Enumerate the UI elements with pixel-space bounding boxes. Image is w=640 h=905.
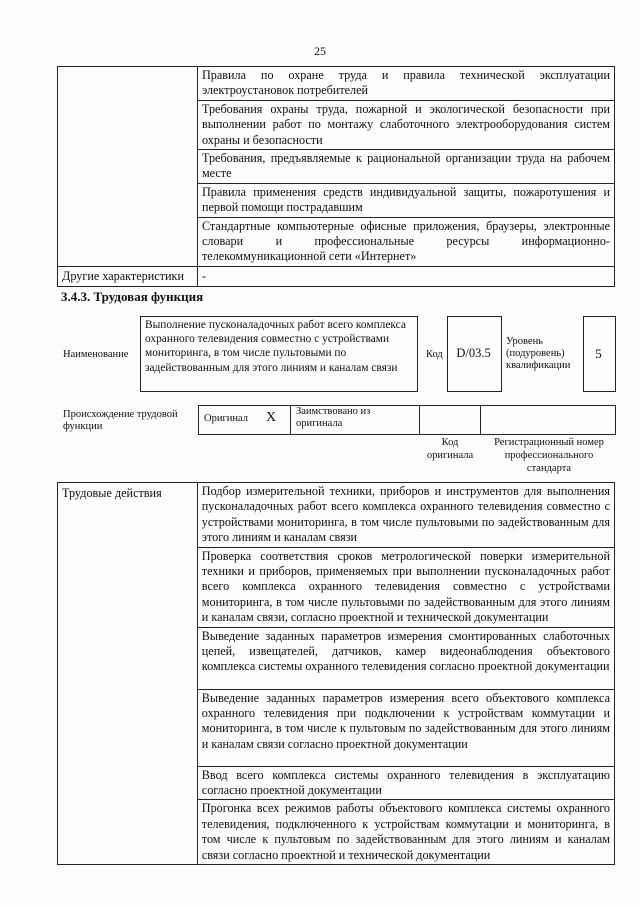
- level-label: Уровень (подуровень) квалификации: [506, 336, 571, 371]
- code-value: D/03.5: [456, 346, 491, 360]
- labor-actions-label: Трудовые действия: [58, 483, 198, 865]
- table-cell: Стандартные компьютерные офисные приложения, браузеры, электронные словари и профессиональные ресурсы информационно-телекоммуникационной сети «Интернет»: [197, 217, 614, 266]
- table-row: [58, 483, 615, 548]
- code-label: Код: [426, 349, 443, 360]
- table-cell: Правила применения средств индивидуальной защиты, пожаротушения и первой помощи пострадавшим: [197, 183, 614, 217]
- other-characteristics-value: -: [197, 266, 614, 286]
- labor-action-item: Ввод всего комплекса системы охранного телевидения в эксплуатацию согласно проектной документации: [197, 766, 614, 800]
- table-cell: Требования, предъявляемые к рациональной организации труда на рабочем месте: [197, 150, 614, 184]
- table-row: [58, 266, 615, 286]
- page-number: 25: [314, 44, 326, 58]
- section-heading: 3.4.3. Трудовая функция: [61, 289, 204, 304]
- labor-action-item: Выведение заданных параметров измерения всего объектового комплекса охранного телевидения при подключении к устройствам коммутации и мониторинга, в том числе к пультовым по задействованным для этого линиям и каналам связи согласно проектной документации: [197, 689, 614, 766]
- table-row: [58, 67, 615, 101]
- borrowed-label: Заимствовано из оригинала: [296, 406, 371, 429]
- reg-caption: Регистрационный номер профессионального стандарта: [494, 437, 604, 474]
- labor-actions-table: [57, 482, 615, 865]
- origin-divider-3: [480, 405, 481, 434]
- origin-divider-2: [419, 405, 420, 434]
- origin-divider-1: [290, 405, 291, 434]
- name-label: Наименование: [63, 349, 129, 360]
- origin-label: Происхождение трудовой функции: [63, 409, 178, 432]
- level-value: 5: [595, 346, 602, 361]
- labor-action-item: Проверка соответствия сроков метрологической поверки измерительной техники и приборов, применяемых при выполнении пусконаладочных работ всего комплекса охранного телевидения совместно с устройствами мониторинга, в том числе пультовыми по задействованным для этого линиям и каналам связи, согласно проектной и технической документации: [197, 547, 614, 627]
- table-label-cell: [58, 67, 198, 267]
- original-mark: X: [266, 410, 277, 425]
- code-caption: Код оригинала: [426, 437, 474, 461]
- labor-action-item: Выведение заданных параметров измерения смонтированных слаботочных цепей, извещателей, датчиков, камер видеонаблюдения объектового комплекса системы охранного телевидения согласно проектной документации: [197, 627, 614, 689]
- labor-action-item: Подбор измерительной техники, приборов и инструментов для выполнения пусконаладочных работ всего комплекса охранного телевидения совместно с устройствами мониторинга, в том числе пультовыми по задействованным для этого линиям и каналам связи: [197, 483, 614, 548]
- other-characteristics-label: Другие характеристики: [58, 266, 198, 286]
- table-cell: Правила по охране труда и правила технической эксплуатации электроустановок потребителей: [197, 67, 614, 101]
- labor-action-item: Прогонка всех режимов работы объектового комплекса системы охранного телевидения, подключенного к устройствам коммутации и мониторинга, в том числе к пультовым по задействованным для этого линиям и каналам связи согласно проектной и технической документации: [197, 800, 614, 865]
- function-name-value: Выполнение пусконаладочных работ всего комплекса охранного телевидения совместно с устройствами мониторинга, в том числе пультовыми по задействованным для этого линиям и каналам связи: [145, 319, 406, 374]
- table-cell: Требования охраны труда, пожарной и экологической безопасности при выполнении работ по монтажу слаботочного электрооборудования систем охраны и безопасности: [197, 100, 614, 149]
- origin-row: [198, 405, 616, 435]
- knowledge-table: [57, 66, 615, 287]
- original-label: Оригинал: [204, 413, 248, 424]
